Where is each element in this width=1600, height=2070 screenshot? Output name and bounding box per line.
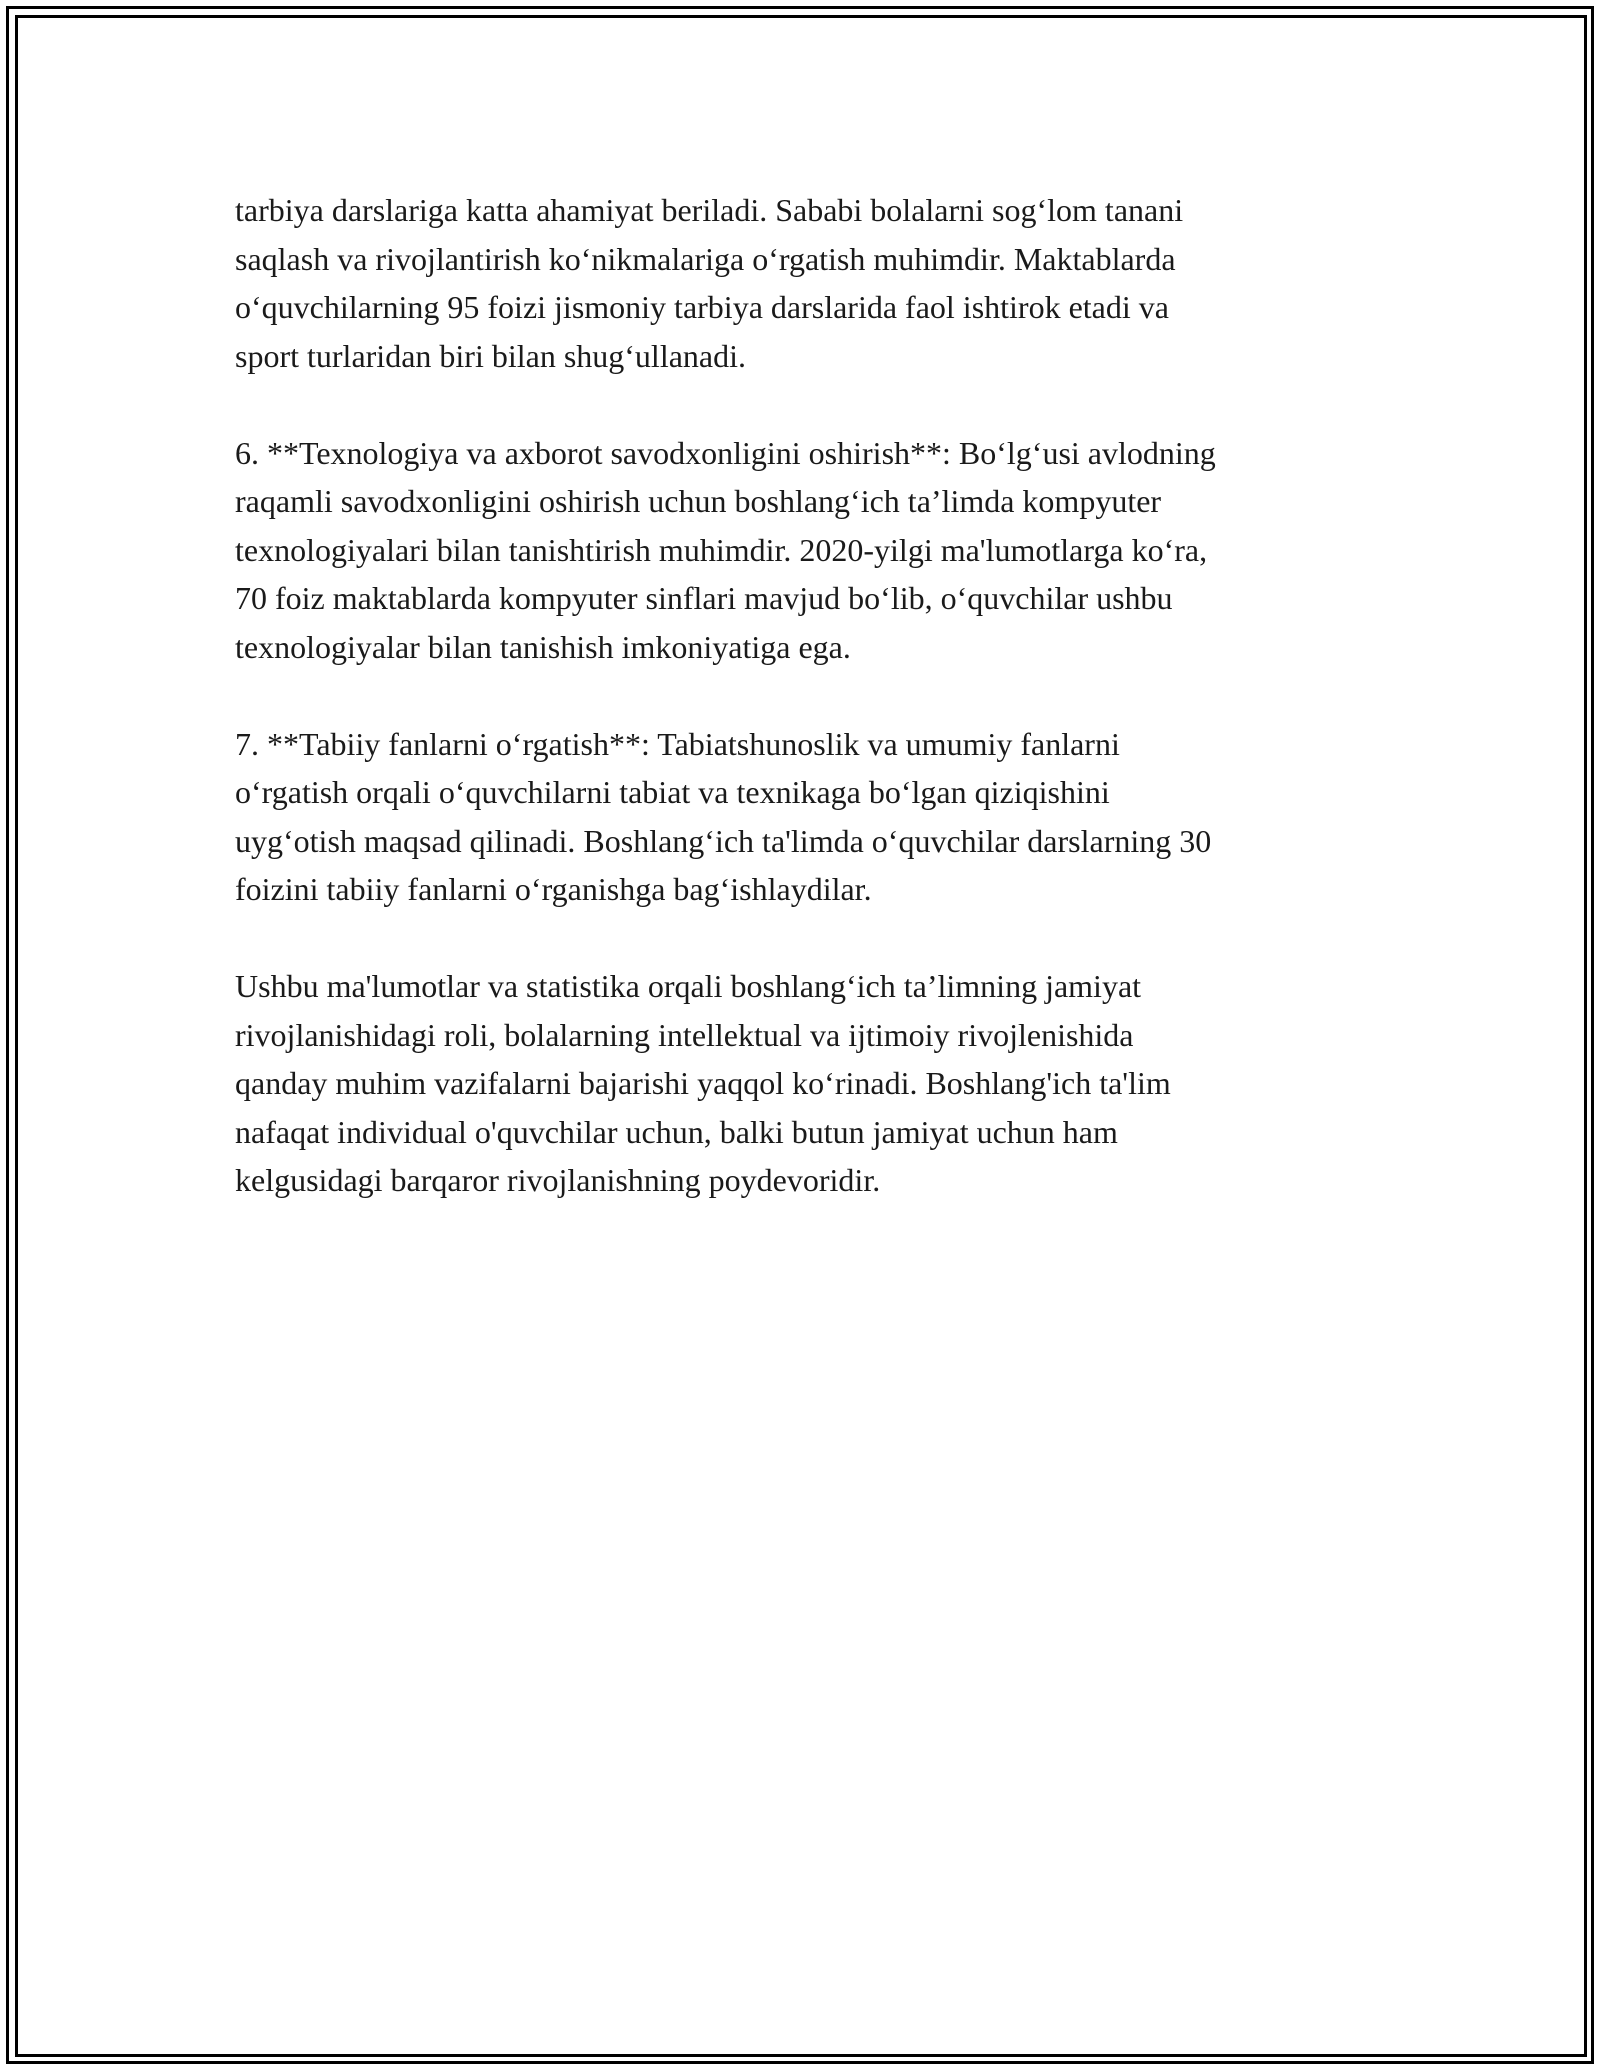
paragraph-physical-education: tarbiya darslariga katta ahamiyat beriladi. Sababi bolalarni sog‘lom tanani saqlash va rivojlantirish ko‘nikmalariga o‘rgatish muhimdir. Maktablarda o‘quvchilarning 95 foizi jismoniy tarbiya darslarida faol ishtirok etadi va sport turlaridan biri bilan shug‘ullanadi.: [235, 192, 1184, 374]
document-body: [235, 186, 1375, 1205]
paragraph-conclusion: Ushbu ma'lumotlar va statistika orqali boshlang‘ich ta’limning jamiyat rivojlanishidagi roli, bolalarning intellektual va ijtimoiy rivojlenishida qanday muhim vazifalarni bajarishi yaqqol ko‘rinadi. Boshlang'ich ta'lim nafaqat individual o'quvchilar uchun, balki butun jamiyat uchun ham kelgusidagi barqaror rivojlanishning poydevoridir.: [235, 968, 1171, 1198]
paragraph-technology-literacy: 6. **Texnologiya va axborot savodxonligini oshirish**: Bo‘lg‘usi avlodning raqamli savodxonligini oshirish uchun boshlang‘ich ta’limda kompyuter texnologiyalari bilan tanishtirish muhimdir. 2020-yilgi ma'lumotlarga ko‘ra, 70 foiz maktablarda kompyuter sinflari mavjud bo‘lib, o‘quvchilar ushbu texnologiyalar bilan tanishish imkoniyatiga ega.: [235, 434, 1216, 665]
paragraph-natural-sciences: 7. **Tabiiy fanlarni o‘rgatish**: Tabiatshunoslik va umumiy fanlarni o‘rgatish orqali o‘quvchilarni tabiat va texnikaga bo‘lgan qiziqishini uyg‘otish maqsad qilinadi. Boshlang‘ich ta'limda o‘quvchilar darslarning 30 foizini tabiiy fanlarni o‘rganishga bag‘ishlaydilar.: [235, 725, 1212, 907]
